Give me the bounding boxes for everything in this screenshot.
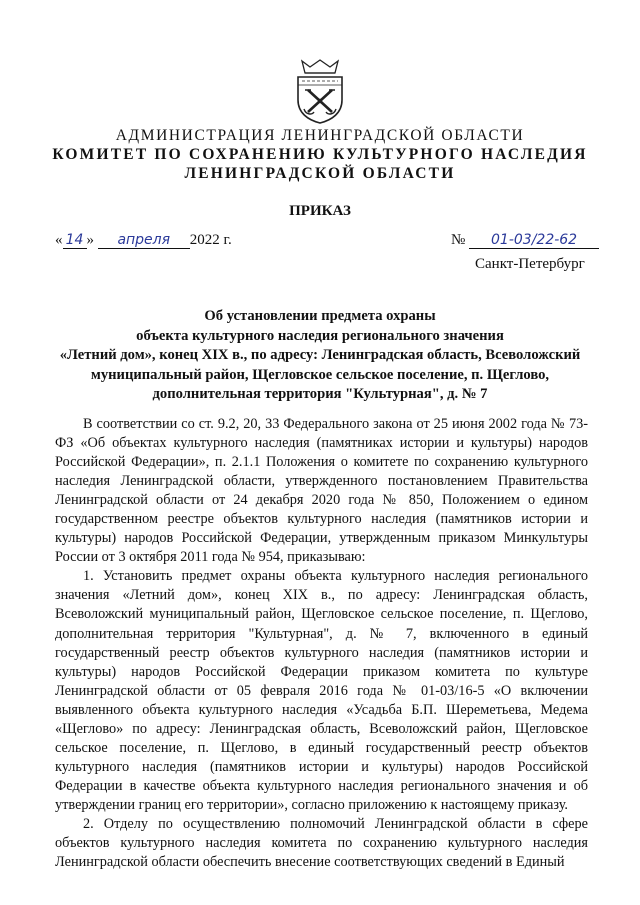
clause-1-paragraph: 1. Установить предмет охраны объекта культурного наследия регионального значения «Летний дом», конец XIX в., по адресу: Ленинградская область, Всеволожский муниципальный район, Щегловское сельское поселение, п. Щеглово, дополнительная территория "Культурная", д. № 7, включенного в единый государственный реестр объектов культурного наследия (памятников истории и культуры) народов Российской Федерации приказом комитета по культуре Ленинградской области от 05 февраля 2016 года № 01-03/16-5 «О включении выявленного объекта культурного наследия «Усадьба Б.П. Шереметьева, Медема «Щеглово» по адресу: Ленинградская область, Всеволожский район, Щегловское сельское поселение, п. Щеглово, в единый государственный реестр объектов культурного наследия (памятников истории и культуры) народов Российской Федерации в качестве объекта культурного наследия регионального значения и об утверждении границ его территории», согласно приложению к настоящему приказу. bbox=[55, 568, 588, 813]
date-open-quote: « bbox=[55, 232, 63, 248]
coat-of-arms-icon bbox=[292, 58, 348, 124]
title-line: муниципальный район, Щегловское сельское поселение, п. Щеглово, bbox=[90, 366, 550, 383]
org-name-line3: ЛЕНИНГРАДСКОЙ ОБЛАСТИ bbox=[184, 165, 456, 182]
title-line: объекта культурного наследия регионального значения bbox=[136, 327, 504, 344]
order-body bbox=[55, 415, 588, 872]
org-name-line1: АДМИНИСТРАЦИЯ ЛЕНИНГРАДСКОЙ ОБЛАСТИ bbox=[115, 127, 525, 144]
preamble-paragraph: В соответствии со ст. 9.2, 20, 33 Федерального закона от 25 июня 2002 года № 73-ФЗ «Об объектах культурного наследия (памятниках истории и культуры) народов Российской Федерации», п. 2.1.1 Положения о комитете по сохранению культурного наследия Ленинградской области, утвержденного постановлением Правительства Ленинградской области от 24 декабря 2020 года № 850, Положением о едином государственном реестре объектов культурного наследия (памятников истории и культуры) народов Российской Федерации, утвержденным приказом Минкультуры России от 3 октября 2011 года № 954, приказываю: bbox=[55, 416, 588, 566]
order-number bbox=[451, 232, 599, 249]
order-date bbox=[55, 232, 232, 249]
clause-2-paragraph: 2. Отделу по осуществлению полномочий Ленинградской области в сфере объектов культурного наследия комитета по сохранению культурного наследия Ленинградской области обеспечить внесение соответствующих сведений в Единый bbox=[55, 815, 588, 871]
order-title bbox=[50, 307, 590, 405]
title-line: Об установлении предмета охраны bbox=[204, 308, 436, 324]
date-month: апреля bbox=[98, 232, 190, 249]
city: Санкт-Петербург bbox=[475, 256, 585, 272]
date-close-quote: » bbox=[86, 232, 94, 248]
date-year: 2022 г. bbox=[189, 232, 232, 248]
number-prefix: № bbox=[451, 232, 466, 248]
document-type: ПРИКАЗ bbox=[289, 203, 351, 219]
number-value: 01-03/22-62 bbox=[469, 232, 599, 249]
title-line: «Летний дом», конец XIX в., по адресу: Ленинградская область, Всеволожский bbox=[59, 347, 581, 364]
org-name-line2: КОМИТЕТ ПО СОХРАНЕНИЮ КУЛЬТУРНОГО НАСЛЕДИЯ bbox=[52, 146, 588, 163]
date-day: 14 bbox=[63, 232, 87, 249]
title-line: дополнительная территория "Культурная", д. № 7 bbox=[152, 386, 488, 403]
